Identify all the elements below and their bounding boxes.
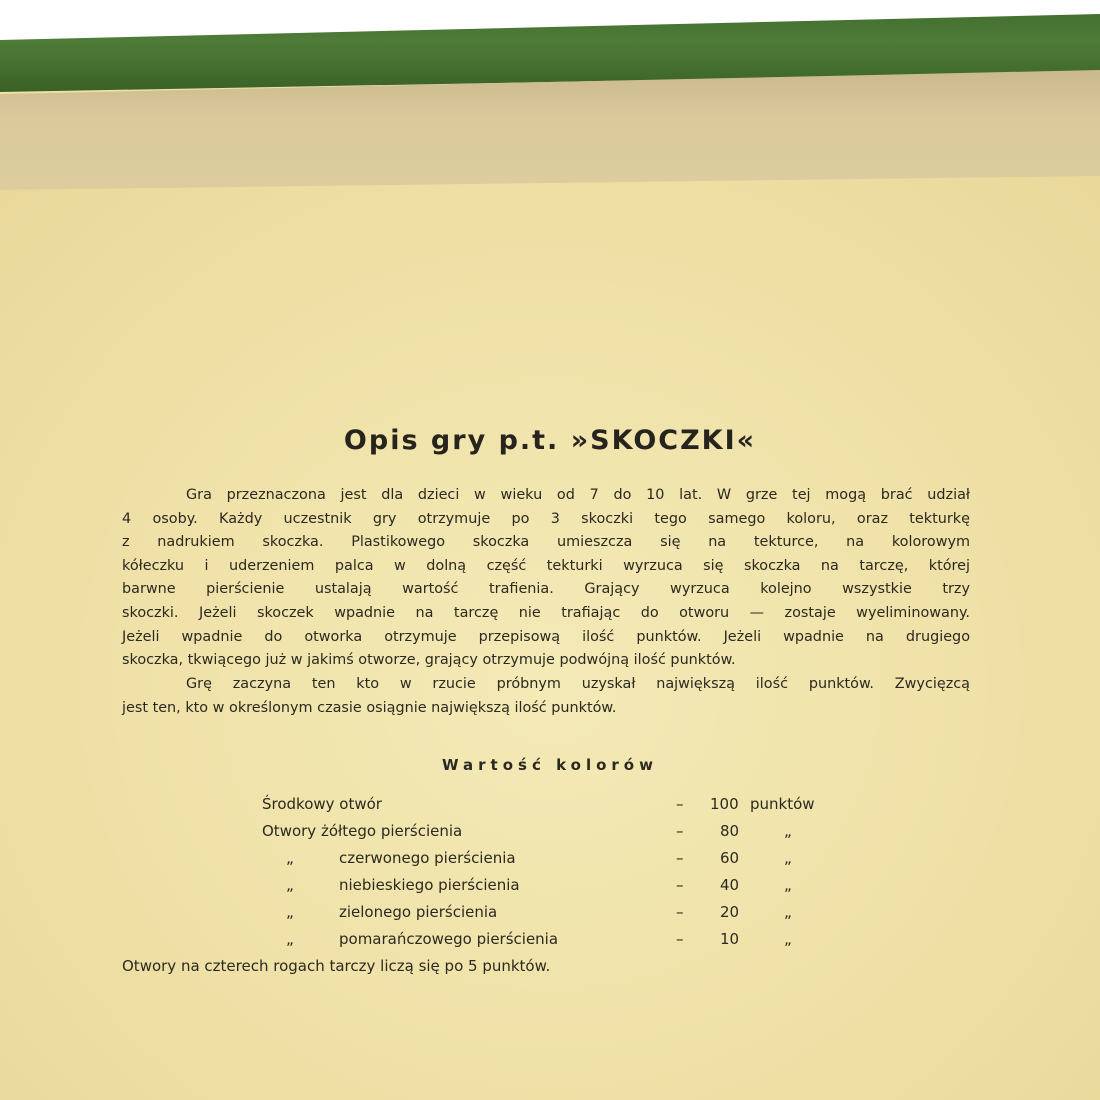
values-row [0, 903, 1100, 929]
row-unit: „ [784, 930, 792, 948]
row-value: 60 [720, 849, 740, 867]
row-prefix: „ [286, 903, 294, 921]
paragraph-line: kółeczku i uderzeniem palca w dolną część tekturki wyrzuca się skoczka na tarczę, której [122, 557, 970, 574]
row-dash: – [676, 822, 684, 840]
row-value: 10 [720, 930, 740, 948]
row-label: niebieskiego pierścienia [339, 876, 520, 894]
row-unit: „ [784, 903, 792, 921]
footer-note: Otwory na czterech rogach tarczy liczą się po 5 punktów. [122, 957, 551, 975]
row-label: zielonego pierścienia [339, 903, 498, 921]
row-label: czerwonego pierścienia [339, 849, 516, 867]
paragraph-line: Jeżeli wpadnie do otworka otrzymuje przepisową ilość punktów. Jeżeli wpadnie na drugiego [122, 628, 970, 645]
row-value: 40 [720, 876, 740, 894]
row-prefix: „ [286, 930, 294, 948]
row-label: Środkowy otwór [262, 795, 382, 813]
values-heading: Wartość kolorów [442, 756, 658, 774]
paragraph-line: skoczki. Jeżeli skoczek wpadnie na tarczę nie trafiając do otworu — zostaje wyeliminowany. [122, 604, 970, 621]
paragraph-line: jest ten, kto w określonym czasie osiągnie największą ilość punktów. [122, 699, 617, 716]
values-row [0, 930, 1100, 956]
paragraph-line: 4 osoby. Każdy uczestnik gry otrzymuje po 3 skoczki tego samego koloru, oraz tekturkę [122, 510, 970, 527]
row-value: 20 [720, 903, 740, 921]
row-unit: „ [784, 849, 792, 867]
paragraph-line: Gra przeznaczona jest dla dzieci w wieku od 7 do 10 lat. W grze tej mogą brać udział [186, 487, 970, 503]
values-row [0, 876, 1100, 902]
page-title: Opis gry p.t. »SKOCZKI« [343, 425, 757, 456]
row-label: pomarańczowego pierścienia [339, 930, 559, 948]
values-row [0, 849, 1100, 875]
row-value: 100 [710, 795, 739, 813]
row-dash: – [676, 795, 684, 813]
description-paragraph-2 [122, 673, 970, 720]
paragraph-line: barwne pierścienie ustalają wartość trafienia. Grający wyrzuca kolejno wszystkie trzy [122, 581, 970, 598]
row-prefix: „ [286, 876, 294, 894]
row-value: 80 [720, 822, 740, 840]
row-label: Otwory żółtego pierścienia [262, 822, 463, 840]
row-dash: – [676, 930, 684, 948]
row-dash: – [676, 903, 684, 921]
row-unit: punktów [750, 795, 815, 813]
values-row [0, 822, 1100, 848]
paragraph-line: z nadrukiem skoczka. Plastikowego skoczka umieszcza się na tekturce, na kolorowym [122, 534, 970, 551]
row-prefix: „ [286, 849, 294, 867]
paragraph-line: Grę zaczyna ten kto w rzucie próbnym uzyskał największą ilość punktów. Zwycięzcą [186, 676, 970, 692]
row-unit: „ [784, 876, 792, 894]
row-unit: „ [784, 822, 792, 840]
row-dash: – [676, 849, 684, 867]
description-paragraph-1 [122, 484, 970, 673]
values-row [0, 795, 1100, 821]
paragraph-line: skoczka, tkwiącego już w jakimś otworze, grający otrzymuje podwójną ilość punktów. [122, 652, 736, 669]
row-dash: – [676, 876, 684, 894]
